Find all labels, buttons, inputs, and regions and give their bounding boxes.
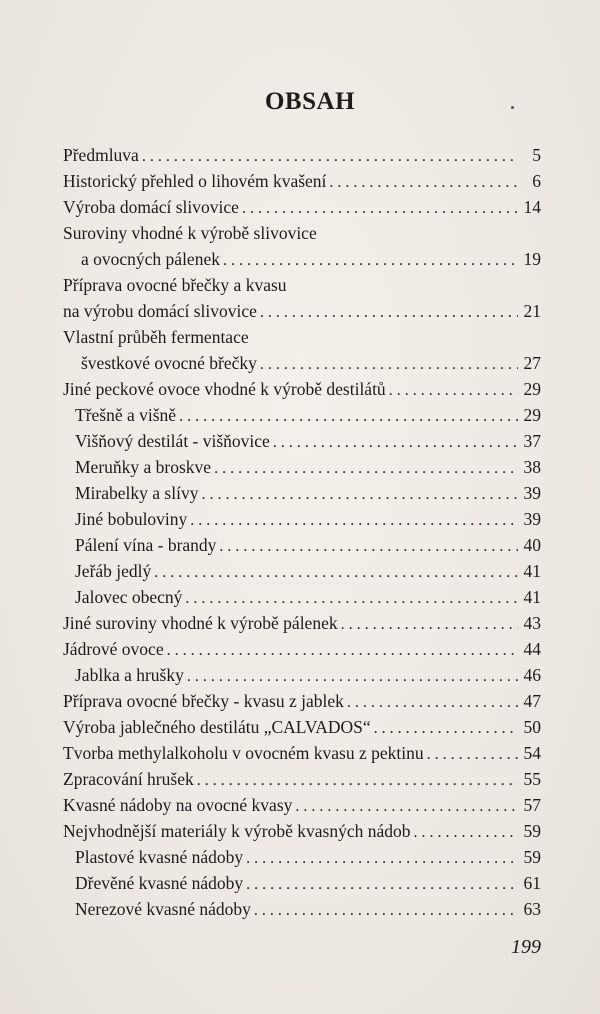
toc-entry-title: a ovocných pálenek [81,249,220,269]
dot-leader [254,898,518,923]
toc-entry [63,377,541,402]
toc-entry-page: 59 [523,847,541,867]
toc-entry-page: 57 [523,795,541,815]
toc-entry [63,793,541,818]
dot-leader [167,638,518,663]
dot-leader [260,300,518,325]
toc-entry [63,169,541,194]
toc-entry [75,897,541,922]
dot-leader [246,846,518,871]
toc-entry-page: 55 [523,769,541,789]
toc-entry-page: 44 [523,639,541,659]
toc-entry-title: Nejvhodnější materiály k výrobě kvasných nádob [63,821,411,841]
toc-entry-page: 54 [523,743,541,763]
toc-entry [75,585,541,610]
toc-entry-page: 37 [523,431,541,451]
toc-entry [63,611,541,636]
dot-leader [374,716,518,741]
toc-entry-title: švestkové ovocné břečky [81,353,257,373]
toc-entry [63,689,541,714]
dot-leader [389,378,518,403]
toc-entry [81,247,541,272]
toc-entry-title: Pálení vína - brandy [75,535,217,555]
dot-leader [179,404,518,429]
toc-entry-title: Nerezové kvasné nádoby [75,899,251,919]
toc-entry-page: 29 [523,379,541,399]
toc-entry-page: 6 [532,171,541,191]
toc-entry [63,195,541,220]
toc-entry-page: 29 [523,405,541,425]
toc-entry-title: Předmluva [63,145,139,165]
toc-entry [75,403,541,428]
toc-entry-page: 14 [523,197,541,217]
toc-entry [63,819,541,844]
toc-entry-title: Tvorba methylalkoholu v ovocném kvasu z pektinu [63,743,424,763]
toc-entry-title: Jiné bobuloviny [75,509,188,529]
dot-leader [185,586,518,611]
toc-entry-page: 27 [523,353,541,373]
toc-entry [75,429,541,454]
page-title: OBSAH [264,88,356,115]
toc-entry-page: 61 [523,873,541,893]
toc-entry-page: 47 [523,691,541,711]
toc-entry-page: 40 [523,535,541,555]
toc-entry [63,767,541,792]
toc-entry [63,715,541,740]
toc-entry-page: 41 [523,587,541,607]
toc-entry-title: Příprava ovocné břečky - kvasu z jablek [63,691,344,711]
toc-entry-title: Jiné suroviny vhodné k výrobě pálenek [63,613,338,633]
toc-entry-page: 38 [523,457,541,477]
toc-entry-page: 21 [523,301,541,321]
dot-leader [341,612,518,637]
dot-leader [214,456,518,481]
dot-leader [246,872,518,897]
toc-entry-title: Kvasné nádoby na ovocné kvasy [63,795,293,815]
toc-entry-title: Jablka a hrušky [75,665,184,685]
dot-leader [347,690,518,715]
toc-entry [63,143,541,168]
dot-leader [295,794,518,819]
toc-entry-page: 50 [523,717,541,737]
toc-entry [75,533,541,558]
dot-leader [154,560,518,585]
toc-entry-title: Historický přehled o lihovém kvašení [63,171,327,191]
toc-entry-title: Třešně a višně [75,405,177,425]
toc-entry [75,663,541,688]
toc-entry [63,273,541,298]
toc-entry [75,507,541,532]
toc-entry [81,351,541,376]
dot-leader [219,534,518,559]
toc-entry-page: 41 [523,561,541,581]
toc-entry [75,559,541,584]
toc-entry-page: 19 [523,249,541,269]
dot-leader [329,170,518,195]
toc-entry [75,481,541,506]
dot-leader [142,144,518,169]
toc-entry-page: 39 [523,509,541,529]
toc-entry-title: Jádrové ovoce [63,639,164,659]
toc-entry-title: Višňový destilát - višňovice [75,431,270,451]
toc-entry-title: Dřevěné kvasné nádoby [75,873,244,893]
toc-entry-title: Zpracování hrušek [63,769,194,789]
toc-entry-title: Příprava ovocné břečky a kvasu [63,275,287,295]
toc-entry [63,325,541,350]
toc-entry-title: Meruňky a broskve [75,457,212,477]
toc-entry [75,455,541,480]
toc-entry-page: 63 [523,899,541,919]
toc-entry [63,299,541,324]
toc-entry-title: Vlastní průběh fermentace [63,327,249,347]
toc-entry [63,221,541,246]
toc-entry-page: 46 [523,665,541,685]
toc-entry-title: Jeřáb jedlý [75,561,152,581]
dot-leader [413,820,518,845]
toc-entry [75,845,541,870]
dot-leader [190,508,518,533]
toc-entry-title: Výroba jablečného destilátu „CALVADOS“ [63,717,371,737]
toc-entry-title: Výroba domácí slivovice [63,197,239,217]
toc-entry [63,741,541,766]
toc-entry-title: Jalovec obecný [75,587,183,607]
dot-leader [197,768,518,793]
toc-entry-title: Mirabelky a slívy [75,483,199,503]
page-number: 199 [511,936,541,958]
toc-entry-page: 43 [523,613,541,633]
toc-entry-title: na výrobu domácí slivovice [63,301,257,321]
dot-leader [427,742,518,767]
toc-entry-title: Plastové kvasné nádoby [75,847,244,867]
dot-leader [223,248,518,273]
toc-entry [63,637,541,662]
dot-leader [187,664,518,689]
dot-leader [273,430,518,455]
toc-entry-page: 39 [523,483,541,503]
toc-entry [75,871,541,896]
toc-entry-title: Jiné peckové ovoce vhodné k výrobě destilátů [63,379,386,399]
toc-entry-title: Suroviny vhodné k výrobě slivovice [63,223,317,243]
toc-entry-page: 5 [532,145,541,165]
dot-leader [201,482,518,507]
dot-leader [242,196,518,221]
toc-entry-page: 59 [523,821,541,841]
dot-leader [260,352,518,377]
